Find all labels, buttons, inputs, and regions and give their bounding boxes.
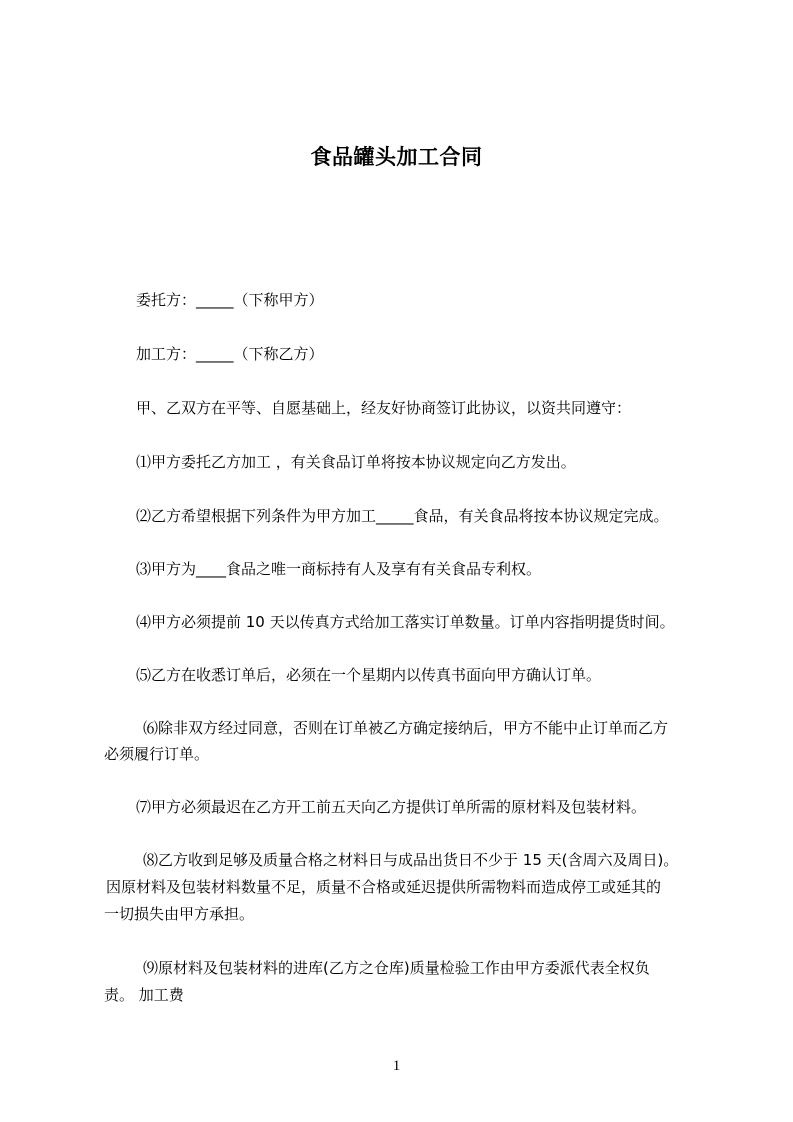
page-number: 1 xyxy=(392,1058,401,1074)
clause-line-6a: ⑹除非双方经过同意，否则在订单被乙方确定接纳后，甲方不能中止订单而乙方 xyxy=(143,719,669,737)
clause-line-8b: 因原材料及包装材料数量不足，质量不合格或延迟提供所需物料而造成停工或延其的 xyxy=(106,878,662,896)
clause-line-client: 委托方：_____（下称甲方） xyxy=(136,291,324,309)
clause-line-preamble: 甲、乙双方在平等、自愿基础上，经友好协商签订此协议，以资共同遵守： xyxy=(136,399,632,417)
clause-line-9a: ⑼原材料及包装材料的进库(乙方之仓库)质量检验工作由甲方委派代表全权负 xyxy=(143,959,650,977)
clause-line-5: ⑸乙方在收悉订单后，必须在一个星期内以传真书面向甲方确认订单。 xyxy=(136,666,602,684)
clause-line-2: ⑵乙方希望根据下列条件为甲方加工_____食品，有关食品将按本协议规定完成。 xyxy=(136,507,669,525)
clause-line-processor: 加工方：_____（下称乙方） xyxy=(136,345,324,363)
document-title: 食品罐头加工合同 xyxy=(310,145,483,169)
clause-line-8c: 一切损失由甲方承担。 xyxy=(104,905,255,923)
clause-line-9b: 责。 加工费 xyxy=(104,986,184,1004)
clause-line-1: ⑴甲方委托乙方加工 ，有关食品订单将按本协议规定向乙方发出。 xyxy=(136,453,576,471)
clause-line-8a: ⑻乙方收到足够及质量合格之材料日与成品出货日不少于 15 天(含周六及周日)。 xyxy=(143,851,679,869)
clause-line-7: ⑺甲方必须最迟在乙方开工前五天向乙方提供订单所需的原材料及包装材料。 xyxy=(136,798,647,816)
clause-line-4: ⑷甲方必须提前 10 天以传真方式给加工落实订单数量。订单内容指明提货时间。 xyxy=(136,613,675,631)
clause-line-6b: 必须履行订单。 xyxy=(104,745,210,763)
clause-line-3: ⑶甲方为____食品之唯一商标持有人及享有有关食品专利权。 xyxy=(136,560,542,578)
